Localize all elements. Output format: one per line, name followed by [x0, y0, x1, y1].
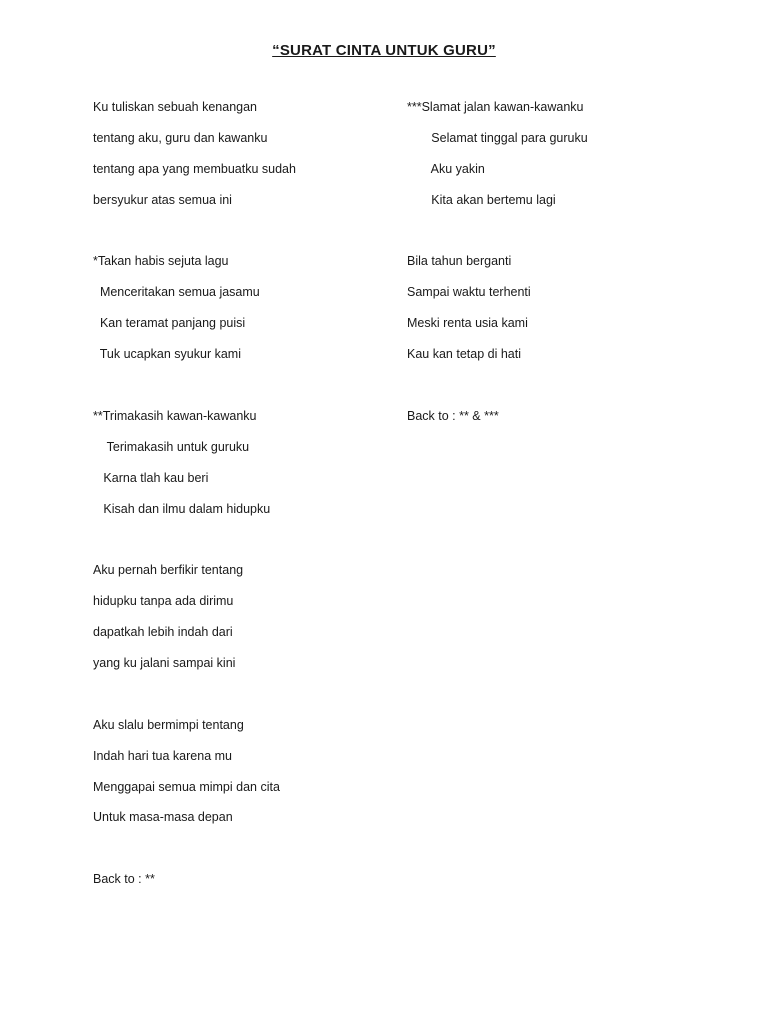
stanza-break [93, 375, 296, 406]
poem-line: bersyukur atas semua ini [93, 192, 232, 207]
stanza-break [407, 375, 588, 406]
poem-line: Kau kan tetap di hati [407, 347, 521, 362]
poem-line: Untuk masa-masa depan [93, 810, 233, 825]
poem-line: **Trimakasih kawan-kawanku [93, 408, 257, 423]
poem-line: tentang aku, guru dan kawanku [93, 130, 268, 145]
poem-line: Karna tlah kau beri [93, 470, 209, 485]
stanza-break [93, 529, 296, 560]
poem-line: Back to : ** [93, 872, 155, 887]
right-column [407, 97, 588, 437]
poem-line: Kan teramat panjang puisi [93, 316, 246, 331]
poem-line: Tuk ucapkan syukur kami [93, 347, 241, 362]
poem-line: Bila tahun berganti [407, 254, 512, 269]
poem-line: Terimakasih untuk guruku [93, 439, 250, 454]
poem-line: Ku tuliskan sebuah kenangan [93, 100, 258, 114]
poem-line: Aku pernah berfikir tentang [93, 563, 244, 578]
left-column [93, 97, 296, 900]
stanza-break [93, 838, 296, 869]
poem-line: Back to : ** & *** [407, 408, 499, 423]
poem-line: Menggapai semua mimpi dan cita [93, 779, 280, 794]
poem-line: Aku slalu bermimpi tentang [93, 717, 244, 732]
poem-line: Selamat tinggal para guruku [407, 130, 588, 145]
poem-line: Sampai waktu terhenti [407, 285, 531, 300]
stanza-break [407, 221, 588, 252]
poem-line: *Takan habis sejuta lagu [93, 254, 229, 269]
poem-line: Meski renta usia kami [407, 316, 528, 331]
page-title: “SURAT CINTA UNTUK GURU” [272, 42, 496, 59]
poem-line: Indah hari tua karena mu [93, 748, 232, 763]
stanza-break [93, 221, 296, 252]
poem-line: hidupku tanpa ada dirimu [93, 594, 234, 609]
poem-line: Menceritakan semua jasamu [93, 285, 260, 300]
poem-line: tentang apa yang membuatku sudah [93, 161, 296, 176]
poem-line: ***Slamat jalan kawan-kawanku [407, 100, 584, 114]
poem-line: Kita akan bertemu lagi [407, 192, 556, 207]
stanza-break [93, 684, 296, 715]
poem-line: Kisah dan ilmu dalam hidupku [93, 501, 271, 516]
poem-line: Aku yakin [407, 161, 485, 176]
poem-line: yang ku jalani sampai kini [93, 656, 236, 671]
poem-line: dapatkah lebih indah dari [93, 625, 233, 640]
